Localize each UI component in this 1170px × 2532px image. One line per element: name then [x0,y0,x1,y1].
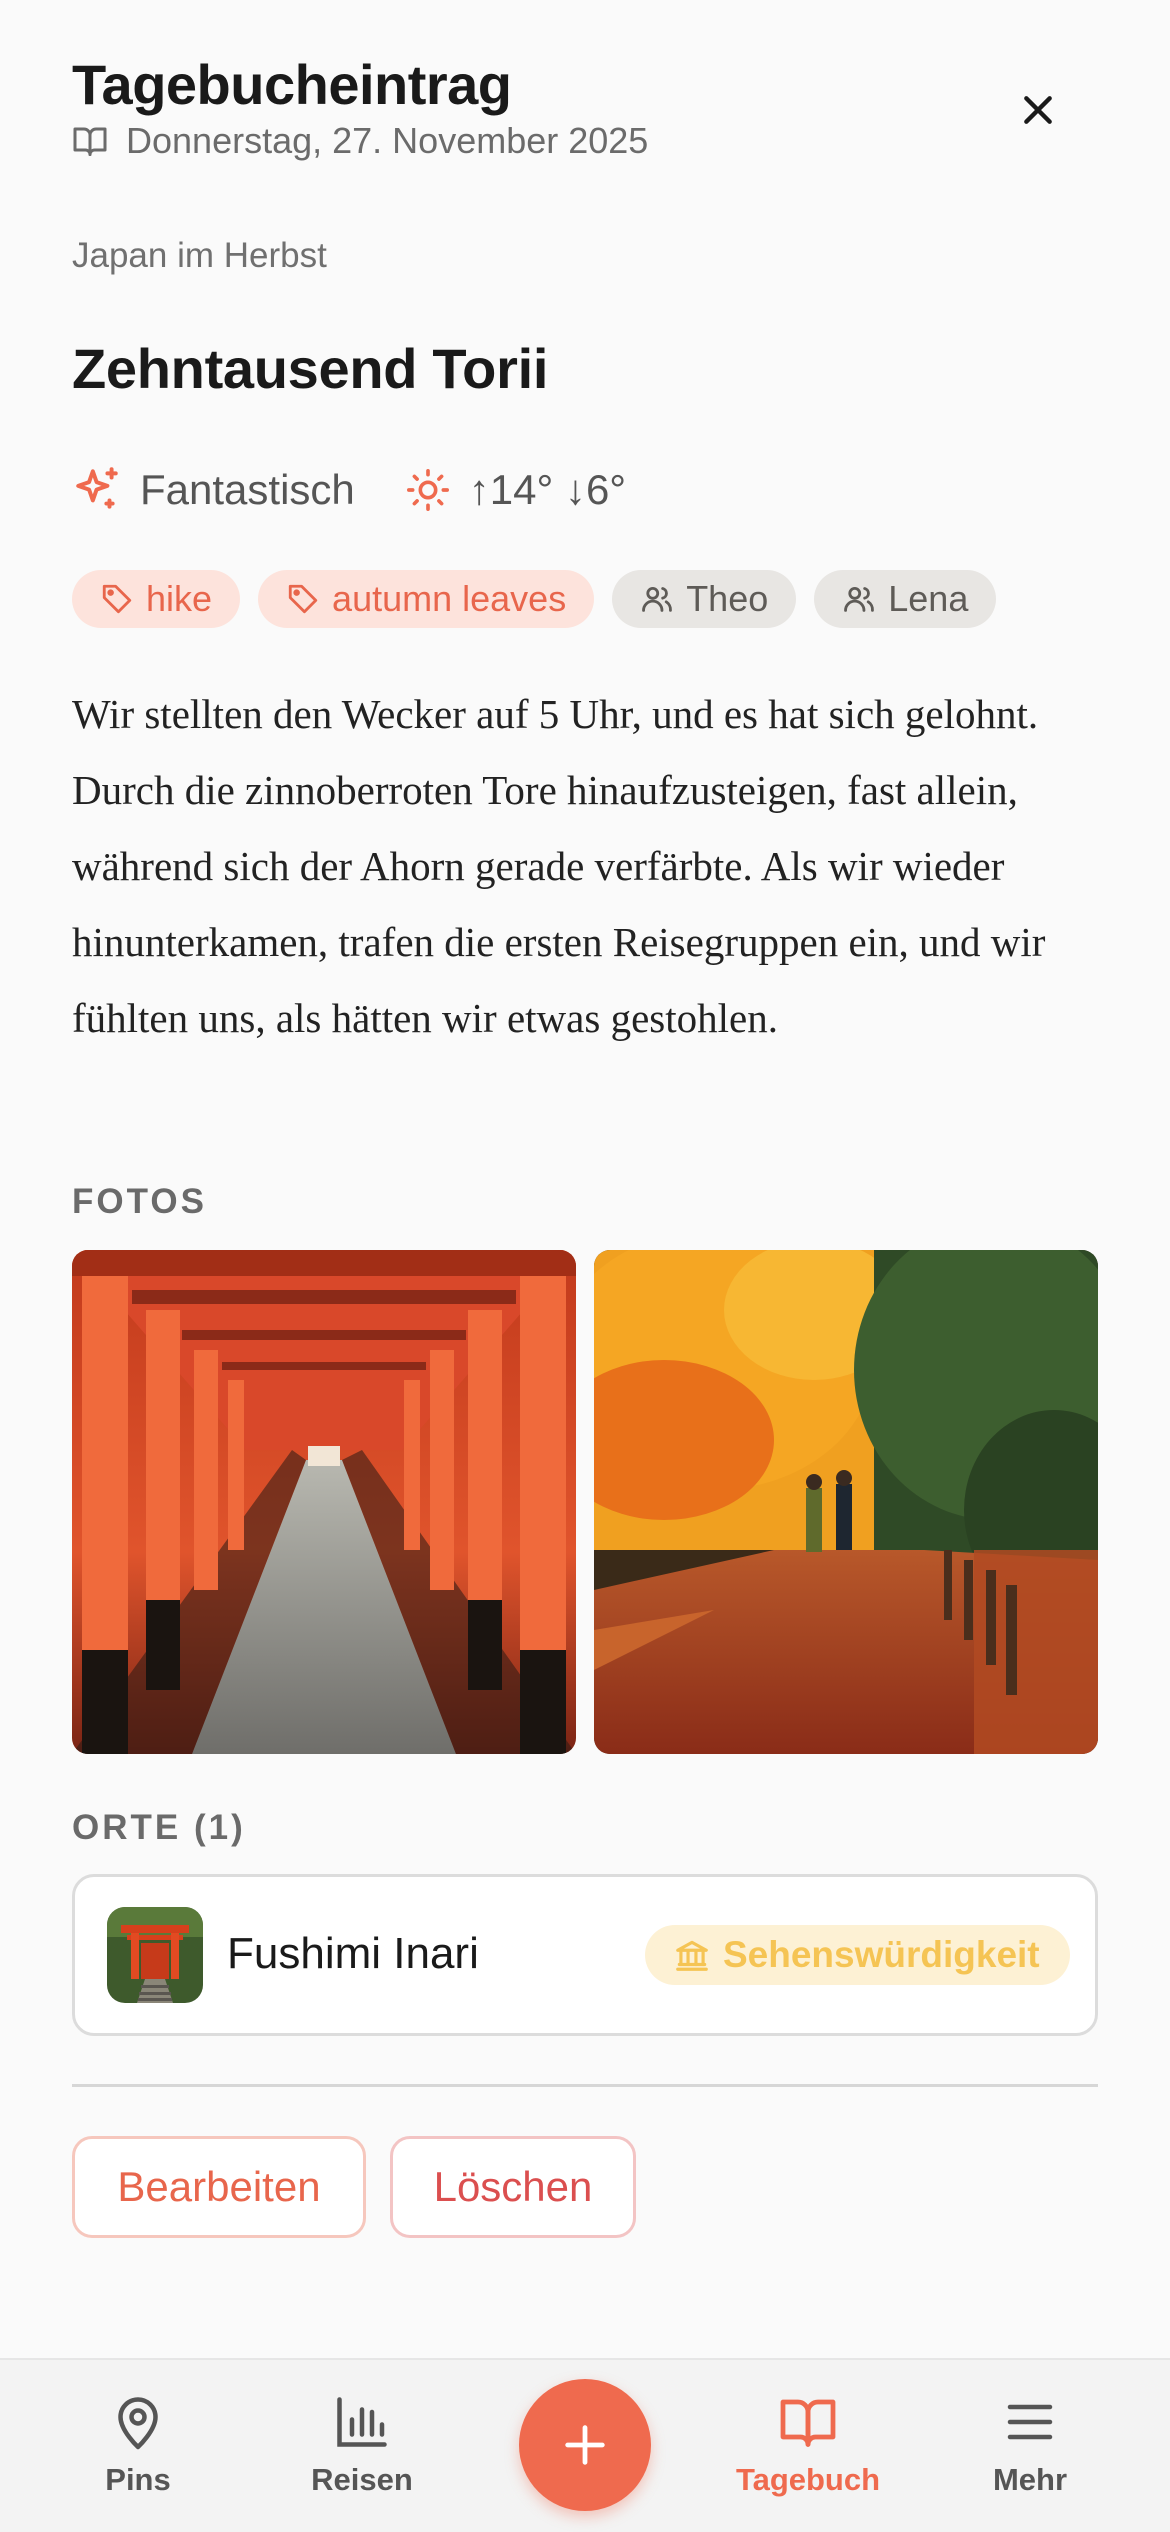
bar-chart-icon [332,2392,392,2452]
landmark-icon [673,1936,711,1974]
place-category-badge [645,1925,1070,1985]
autumn-path-photo[interactable] [594,1250,1098,1754]
sparkles-icon [72,465,122,515]
place-name: Fushimi Inari [227,1929,479,1978]
book-open-icon [72,123,108,159]
person-chip[interactable] [814,570,996,628]
menu-icon [1000,2392,1060,2452]
fushimi-inari-thumbnail [107,1907,203,2003]
tag-icon [286,582,320,616]
plus-icon [559,2419,611,2471]
tag-label: hike [146,578,213,619]
person-label: Theo [686,578,769,619]
entry-date-text: Donnerstag, 27. November 2025 [126,120,649,161]
page-title: Tagebucheintrag [72,53,512,116]
tab-pins[interactable] [58,2360,218,2532]
tag-icon [100,582,134,616]
photos-heading: FOTOS [72,1182,207,1221]
entry-body: Wir stellten den Wecker auf 5 Uhr, und es hat sich gelohnt. Durch die zinnoberroten Tore hinaufzusteigen, fast allein, während sich der Ahorn gerade verfärbte. Als wir wieder hinunterkamen, trafen die ersten Reisegruppen ein, und wir fühlten uns, als hätten wir etwas gestohlen. [72,691,1046,1041]
tab-label: Mehr [992,2462,1068,2497]
tab-mehr[interactable] [950,2360,1110,2532]
place-card[interactable] [72,1874,1098,2036]
weather [405,466,626,514]
close-icon [1018,90,1058,130]
trip-name[interactable]: Japan im Herbst [72,236,327,275]
entry-date [72,118,648,164]
tag-chip[interactable] [72,570,240,628]
tag-label: autumn leaves [332,578,567,619]
tab-tagebuch[interactable] [728,2360,888,2532]
person-chip[interactable] [612,570,796,628]
place-category-label: Sehenswürdigkeit [723,1934,1040,1975]
tab-label: Reisen [311,2462,413,2497]
add-entry-button[interactable] [519,2379,651,2511]
mood [72,465,355,515]
close-button[interactable] [1006,78,1070,142]
places-heading: ORTE (1) [72,1808,246,1847]
entry-meta [72,460,626,520]
tab-reisen[interactable] [282,2360,442,2532]
delete-button[interactable]: Löschen [390,2136,636,2238]
torii-gates-image [72,1250,576,1754]
sun-icon [405,467,451,513]
edit-button[interactable]: Bearbeiten [72,2136,366,2238]
tab-label: Pins [105,2462,171,2497]
autumn-path-image [594,1250,1098,1754]
temperature: ↑14° ↓6° [468,466,627,513]
person-label: Lena [888,578,969,619]
tag-chip[interactable] [258,570,594,628]
users-icon [842,582,876,616]
tab-label: Tagebuch [735,2462,881,2497]
divider [72,2084,1098,2087]
tag-list [72,570,996,628]
book-open-icon [778,2392,838,2452]
torii-gates-photo[interactable] [72,1250,576,1754]
users-icon [640,582,674,616]
entry-title: Zehntausend Torii [72,337,549,400]
mood-label: Fantastisch [140,466,355,513]
map-pin-icon [108,2392,168,2452]
place-thumbnail [107,1907,203,2003]
